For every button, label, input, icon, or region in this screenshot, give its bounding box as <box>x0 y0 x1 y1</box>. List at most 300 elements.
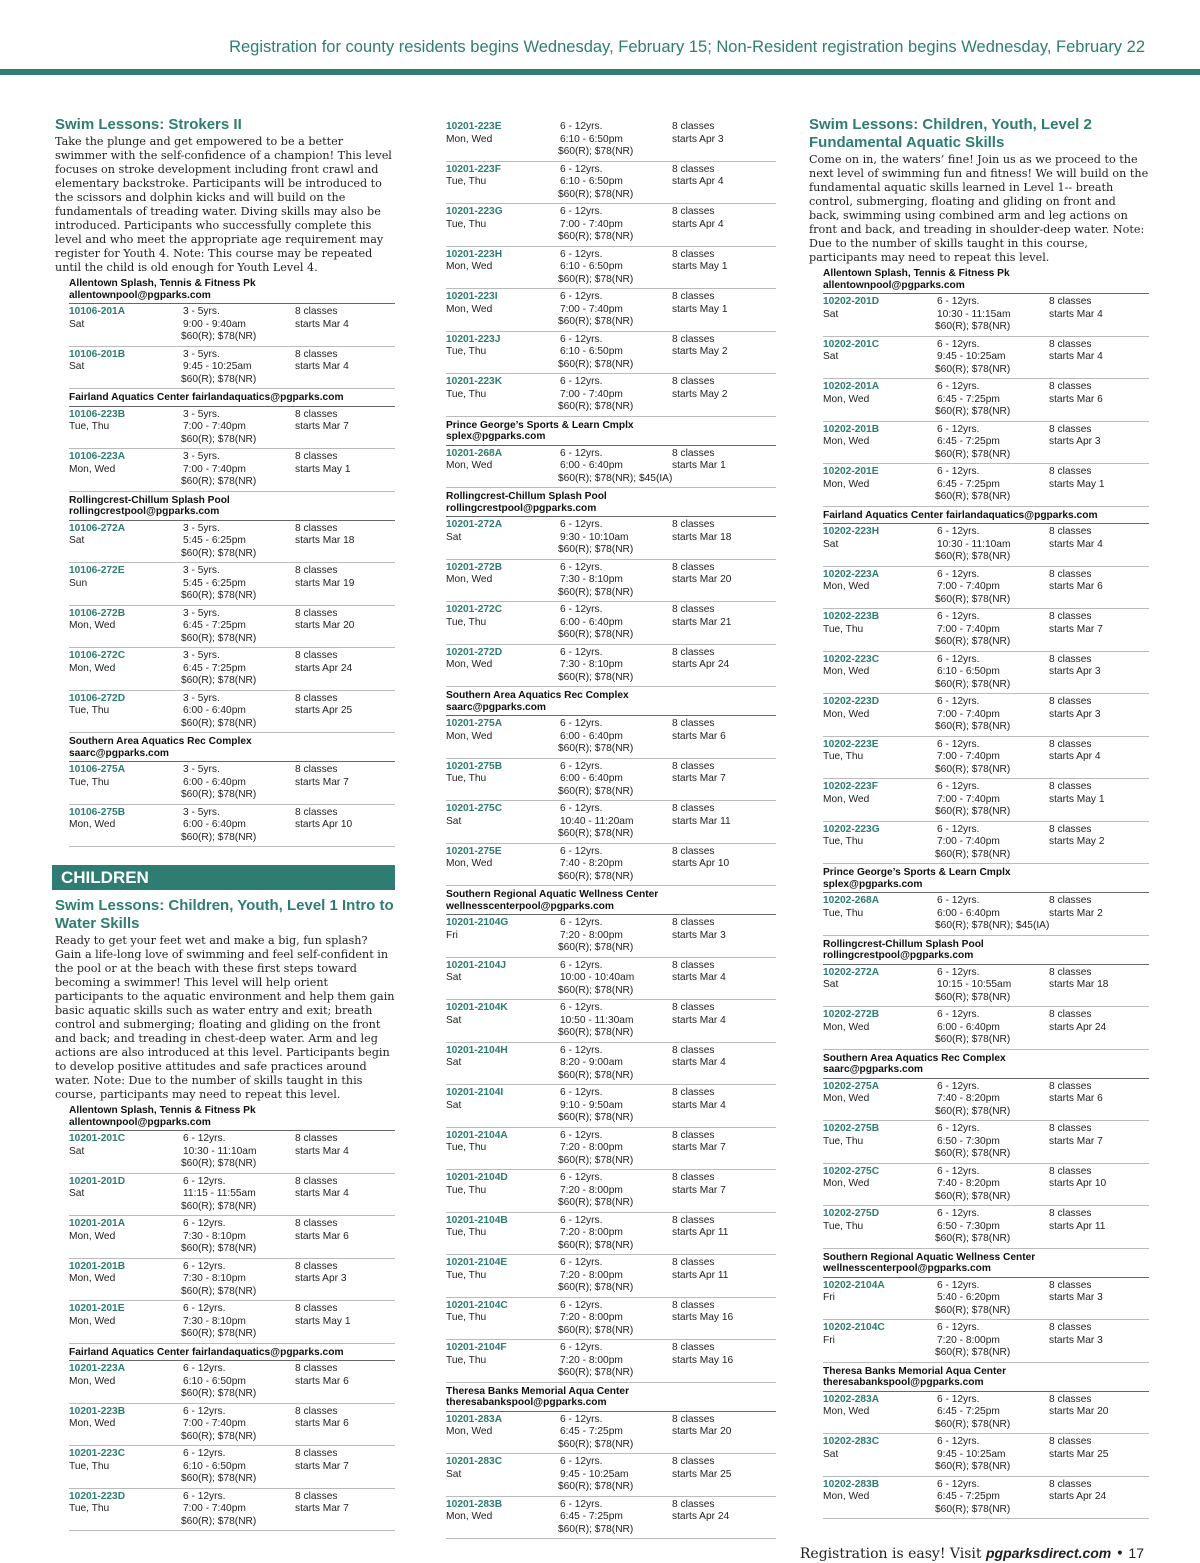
course-code[interactable]: 10202-275B <box>823 1123 880 1134</box>
class-entry[interactable] <box>823 1320 1149 1363</box>
class-entry[interactable] <box>823 1278 1149 1321</box>
class-fee: $60(R); $78(NR) <box>558 1239 634 1251</box>
course-code[interactable]: 10202-223D <box>823 696 880 707</box>
class-entry[interactable] <box>446 1043 776 1086</box>
course-code[interactable]: 10202-223G <box>823 823 880 835</box>
class-fee: $60(R); $78(NR) <box>935 1105 1011 1117</box>
course-code[interactable]: 10202-223E <box>823 738 879 750</box>
class-fee: $60(R); $78(NR) <box>935 321 1011 332</box>
class-days: Mon, Wed <box>823 478 870 490</box>
start-date: starts Mar 7 <box>295 776 349 788</box>
course-code[interactable]: 10201-272D <box>446 646 503 658</box>
course-code[interactable]: 10201-223B <box>69 1405 126 1417</box>
class-fee: $60(R); $78(NR) <box>181 1285 257 1297</box>
class-time: 5:45 - 6:25pm <box>183 577 246 589</box>
age-range: 6 - 12yrs. <box>937 1009 980 1020</box>
location-email[interactable]: wellnesscenterpool@pgparks.com <box>823 1263 991 1274</box>
start-date: starts Mar 6 <box>295 1230 349 1242</box>
class-days: Mon, Wed <box>823 1178 870 1189</box>
class-entry[interactable] <box>446 289 776 332</box>
location-name: Prince George’s Sports & Learn Cmplx <box>823 867 1011 878</box>
course-code[interactable]: 10201-272B <box>446 561 503 573</box>
class-entry[interactable] <box>69 521 395 564</box>
location-block <box>446 889 776 1383</box>
class-entry[interactable] <box>823 1079 1149 1122</box>
class-entry[interactable] <box>446 958 776 1001</box>
start-date: starts Mar 7 <box>295 1460 349 1472</box>
class-days: Tue, Thu <box>446 218 487 230</box>
class-entry[interactable] <box>823 737 1149 780</box>
class-time: 6:00 - 6:40pm <box>560 460 623 471</box>
course-code[interactable]: 10106-223B <box>69 408 126 420</box>
class-time: 7:20 - 8:00pm <box>560 929 623 941</box>
class-entry[interactable] <box>69 1446 395 1489</box>
class-entry[interactable] <box>446 1497 776 1540</box>
class-fee: $60(R); $78(NR) <box>558 828 634 839</box>
class-days: Tue, Thu <box>69 776 110 788</box>
class-time: 7:30 - 8:10pm <box>560 659 623 670</box>
age-range: 3 - 5yrs. <box>183 607 220 619</box>
course-code[interactable]: 10202-223B <box>823 611 880 622</box>
course-code[interactable]: 10201-275B <box>446 760 503 772</box>
class-entry[interactable] <box>69 1361 395 1404</box>
class-entry[interactable] <box>69 1301 395 1344</box>
course-code[interactable]: 10202-275C <box>823 1165 880 1177</box>
course-code[interactable]: 10201-272C <box>446 604 503 615</box>
course-code[interactable]: 10202-223C <box>823 653 880 665</box>
location-block <box>55 278 395 389</box>
class-days: Tue, Thu <box>446 1227 487 1238</box>
age-range: 6 - 12yrs. <box>183 1133 226 1144</box>
class-fee: $60(R); $78(NR) <box>935 1304 1011 1316</box>
location-email[interactable]: saarc@pgparks.com <box>69 747 169 759</box>
class-count: 8 classes <box>1049 423 1092 435</box>
course-code[interactable]: 10201-223G <box>446 206 503 217</box>
location-name: Southern Area Aquatics Rec Complex <box>823 1052 1006 1064</box>
location-block <box>55 736 395 847</box>
class-entry[interactable] <box>446 1170 776 1213</box>
class-list <box>69 304 395 389</box>
start-date: starts May 2 <box>672 346 728 357</box>
class-time: 9:00 - 9:40am <box>183 318 246 330</box>
class-time: 7:30 - 8:10pm <box>183 1230 246 1242</box>
class-time: 6:10 - 6:50pm <box>183 1460 246 1472</box>
class-entry[interactable] <box>69 1404 395 1447</box>
course-code[interactable]: 10202-201C <box>823 338 880 350</box>
section-title: Swim Lessons: Children, Youth, Level 2 Fundamental Aquatic Skills <box>809 116 1092 151</box>
class-entry[interactable] <box>446 204 776 247</box>
course-code[interactable]: 10106-272D <box>69 692 126 704</box>
class-fee: $60(R); $78(NR) <box>558 1523 634 1535</box>
class-time: 10:15 - 10:55am <box>937 979 1012 990</box>
course-code[interactable]: 10201-223I <box>446 291 498 302</box>
class-list <box>823 1392 1149 1520</box>
class-days: Mon, Wed <box>823 708 870 720</box>
class-fee: $60(R); $78(NR) <box>935 991 1011 1003</box>
age-range: 3 - 5yrs. <box>183 764 220 775</box>
class-entry[interactable] <box>446 1454 776 1497</box>
class-entry[interactable] <box>69 648 395 691</box>
course-code[interactable]: 10202-283C <box>823 1436 880 1447</box>
course-code[interactable]: 10106-272C <box>69 650 126 661</box>
class-entry[interactable] <box>446 1340 776 1383</box>
class-entry[interactable] <box>823 379 1149 422</box>
class-fee: $60(R); $78(NR) <box>558 316 634 327</box>
location-email[interactable]: splex@pgparks.com <box>823 878 923 890</box>
class-days: Tue, Thu <box>823 1220 864 1232</box>
footer-site-link[interactable]: pgparksdirect.com <box>985 1545 1112 1561</box>
age-range: 6 - 12yrs. <box>183 1405 226 1417</box>
class-entry[interactable] <box>69 762 395 805</box>
start-date: starts Mar 25 <box>672 1468 732 1480</box>
class-fee: $60(R); $78(NR) <box>181 547 257 559</box>
class-entry[interactable] <box>823 1477 1149 1520</box>
class-entry[interactable] <box>69 347 395 390</box>
course-code[interactable]: 10201-223J <box>446 333 501 345</box>
course-code[interactable]: 10201-2104I <box>446 1087 504 1098</box>
class-entry[interactable] <box>823 337 1149 380</box>
course-code[interactable]: 10202-2104A <box>823 1279 885 1291</box>
course-code[interactable]: 10201-223K <box>446 376 503 387</box>
class-fee: $60(R); $78(NR) <box>181 331 257 342</box>
class-entry[interactable] <box>823 1007 1149 1050</box>
class-count: 8 classes <box>672 248 715 260</box>
class-entry[interactable] <box>823 294 1149 337</box>
location-email[interactable]: allentownpool@pgparks.com <box>69 289 211 301</box>
start-date: starts Apr 11 <box>672 1227 729 1238</box>
course-code[interactable]: 10201-223H <box>446 248 503 260</box>
course-code[interactable]: 10202-272B <box>823 1009 880 1020</box>
class-fee: $60(R); $78(NR) <box>935 1418 1011 1430</box>
class-entry[interactable] <box>69 407 395 450</box>
class-fee: $60(R); $78(NR) <box>935 678 1011 690</box>
course-code[interactable]: 10202-2104C <box>823 1322 885 1333</box>
start-date: starts Mar 7 <box>672 1142 726 1153</box>
class-entry[interactable] <box>446 1128 776 1171</box>
age-range: 3 - 5yrs. <box>183 692 220 704</box>
class-count: 8 classes <box>672 1257 715 1268</box>
class-fee: $60(R); $78(NR) <box>558 1282 634 1293</box>
class-time: 7:20 - 8:00pm <box>560 1269 623 1281</box>
class-fee: $60(R); $78(NR) <box>935 806 1011 817</box>
class-count: 8 classes <box>1049 738 1092 750</box>
course-code[interactable]: 10202-283B <box>823 1478 880 1490</box>
class-count: 8 classes <box>295 1218 338 1229</box>
class-entry[interactable] <box>446 1085 776 1128</box>
age-range: 6 - 12yrs. <box>560 1456 603 1467</box>
course-code[interactable]: 10106-272B <box>69 607 126 619</box>
class-entry[interactable] <box>446 162 776 205</box>
class-entry[interactable] <box>823 609 1149 652</box>
course-code[interactable]: 10201-275C <box>446 803 503 814</box>
location-block <box>809 1252 1149 1363</box>
class-entry[interactable] <box>446 844 776 887</box>
class-fee: $60(R); $78(NR) <box>181 675 257 686</box>
course-code[interactable]: 10201-223D <box>69 1490 126 1502</box>
class-entry[interactable] <box>823 567 1149 610</box>
class-days: Mon, Wed <box>823 1093 870 1104</box>
class-count: 8 classes <box>672 1456 715 1467</box>
class-entry[interactable] <box>823 893 1149 936</box>
age-range: 6 - 12yrs. <box>560 845 603 857</box>
course-code[interactable]: 10201-223A <box>69 1363 126 1374</box>
class-entry[interactable] <box>69 606 395 649</box>
class-time: 9:45 - 10:25am <box>560 1468 629 1480</box>
class-count: 8 classes <box>1049 895 1092 906</box>
class-fee: $60(R); $78(NR) <box>558 401 634 412</box>
class-time: 6:00 - 6:40pm <box>560 773 623 784</box>
course-code[interactable]: 10106-272E <box>69 565 125 576</box>
class-entry[interactable] <box>446 602 776 645</box>
course-code[interactable]: 10201-268A <box>446 447 503 459</box>
age-range: 6 - 12yrs. <box>560 206 603 217</box>
age-range: 6 - 12yrs. <box>937 1279 980 1291</box>
class-entry[interactable] <box>823 1121 1149 1164</box>
class-days: Mon, Wed <box>823 393 870 405</box>
class-fee: $60(R); $78(NR) <box>181 789 257 800</box>
class-count: 8 classes <box>1049 1208 1092 1219</box>
class-count: 8 classes <box>295 1363 338 1374</box>
class-count: 8 classes <box>295 306 338 317</box>
course-code[interactable]: 10106-275A <box>69 764 126 775</box>
course-code[interactable]: 10201-201D <box>69 1175 126 1187</box>
class-count: 8 classes <box>1049 381 1092 392</box>
class-days: Mon, Wed <box>69 662 116 674</box>
location-email[interactable]: rollingcrestpool@pgparks.com <box>823 950 974 961</box>
course-code[interactable]: 10201-283A <box>446 1413 503 1425</box>
class-entry[interactable] <box>823 1164 1149 1207</box>
class-entry[interactable] <box>823 694 1149 737</box>
course-code[interactable]: 10202-223H <box>823 526 880 537</box>
course-code[interactable]: 10201-275A <box>446 718 503 729</box>
age-range: 6 - 12yrs. <box>937 1322 980 1333</box>
location-block <box>809 268 1149 507</box>
course-code[interactable]: 10202-283A <box>823 1393 880 1405</box>
class-days: Tue, Thu <box>446 1312 487 1323</box>
class-time: 7:20 - 8:00pm <box>560 1312 623 1323</box>
class-entry[interactable] <box>446 716 776 759</box>
class-entry[interactable] <box>69 449 395 492</box>
course-code[interactable]: 10201-2104E <box>446 1257 508 1268</box>
class-entry[interactable] <box>446 1255 776 1298</box>
course-code[interactable]: 10106-201B <box>69 348 126 360</box>
class-entry[interactable] <box>823 1206 1149 1249</box>
age-range: 6 - 12yrs. <box>560 1413 603 1425</box>
class-count: 8 classes <box>1049 338 1092 350</box>
class-count: 8 classes <box>1049 568 1092 580</box>
course-code[interactable]: 10201-201E <box>69 1303 125 1314</box>
course-code[interactable]: 10202-201B <box>823 423 880 435</box>
course-code[interactable]: 10201-283B <box>446 1498 503 1510</box>
class-entry[interactable] <box>446 801 776 844</box>
class-days: Sat <box>69 1145 85 1157</box>
location-email[interactable]: saarc@pgparks.com <box>446 701 546 713</box>
class-entry[interactable] <box>69 1131 395 1174</box>
class-fee: $60(R); $78(NR) <box>558 231 634 242</box>
class-days: Sat <box>823 1448 839 1460</box>
class-entry[interactable] <box>69 1259 395 1302</box>
course-code[interactable]: 10201-2104C <box>446 1299 508 1311</box>
location-header <box>823 1366 1149 1392</box>
course-code[interactable]: 10201-223C <box>69 1448 126 1459</box>
class-entry[interactable] <box>823 652 1149 695</box>
course-code[interactable]: 10201-223F <box>446 163 501 175</box>
start-date: starts Mar 6 <box>672 730 726 742</box>
class-count: 8 classes <box>672 376 715 387</box>
class-entry[interactable] <box>446 645 776 688</box>
class-time: 5:45 - 6:25pm <box>183 535 246 546</box>
course-code[interactable]: 10202-268A <box>823 895 880 906</box>
course-code[interactable]: 10201-2104G <box>446 917 509 928</box>
course-code[interactable]: 10202-272A <box>823 966 880 978</box>
class-list <box>446 446 776 489</box>
class-fee: $60(R); $78(NR) <box>558 1367 634 1378</box>
class-count: 8 classes <box>1049 1279 1092 1291</box>
course-code[interactable]: 10201-201A <box>69 1218 126 1229</box>
location-block <box>809 1366 1149 1520</box>
location-email[interactable]: rollingcrestpool@pgparks.com <box>446 502 597 514</box>
class-days: Mon, Wed <box>446 133 493 145</box>
course-code[interactable]: 10201-2104D <box>446 1172 508 1183</box>
class-entry[interactable] <box>446 915 776 958</box>
course-code[interactable]: 10202-201D <box>823 296 880 307</box>
course-code[interactable]: 10201-2104A <box>446 1129 508 1141</box>
course-code[interactable]: 10202-223F <box>823 781 878 792</box>
class-entry[interactable] <box>446 1213 776 1256</box>
location-email[interactable]: theresabankspool@pgparks.com <box>446 1397 607 1408</box>
class-entry[interactable] <box>446 332 776 375</box>
class-entry[interactable] <box>823 422 1149 465</box>
course-code[interactable]: 10202-201A <box>823 381 880 392</box>
class-count: 8 classes <box>672 718 715 729</box>
class-entry[interactable] <box>823 1434 1149 1477</box>
class-count: 8 classes <box>672 646 715 658</box>
course-code[interactable]: 10201-2104K <box>446 1002 508 1013</box>
class-fee: $60(R); $78(NR) <box>558 544 634 555</box>
age-range: 6 - 12yrs. <box>183 1363 226 1374</box>
class-days: Tue, Thu <box>69 421 110 432</box>
class-entry[interactable] <box>69 1489 395 1532</box>
class-entry[interactable] <box>446 560 776 603</box>
class-entry[interactable] <box>69 1174 395 1217</box>
age-range: 6 - 12yrs. <box>560 917 603 928</box>
class-fee: $60(R); $78(NR) <box>181 1430 257 1442</box>
course-code[interactable]: 10201-283C <box>446 1456 503 1467</box>
class-entry[interactable] <box>69 805 395 848</box>
course-code[interactable]: 10201-2104B <box>446 1214 508 1226</box>
class-entry[interactable] <box>823 779 1149 822</box>
class-count: 8 classes <box>672 1129 715 1141</box>
class-entry[interactable] <box>823 464 1149 507</box>
class-count: 8 classes <box>1049 611 1092 622</box>
location-email[interactable]: saarc@pgparks.com <box>823 1064 923 1075</box>
class-entry[interactable] <box>823 524 1149 567</box>
class-entry[interactable] <box>446 119 776 162</box>
class-entry[interactable] <box>823 965 1149 1008</box>
location-email[interactable]: theresabankspool@pgparks.com <box>823 1377 984 1388</box>
class-fee: $60(R); $78(NR) <box>181 1328 257 1339</box>
class-days: Sat <box>446 1014 462 1026</box>
course-code[interactable]: 10106-272A <box>69 522 126 534</box>
class-days: Tue, Thu <box>446 616 487 628</box>
start-date: starts May 1 <box>295 1315 351 1327</box>
class-days: Tue, Thu <box>69 1460 110 1472</box>
course-code[interactable]: 10201-201C <box>69 1133 126 1144</box>
course-code[interactable]: 10201-223E <box>446 121 502 132</box>
course-code[interactable]: 10201-201B <box>69 1260 126 1272</box>
course-code[interactable]: 10202-275A <box>823 1080 880 1092</box>
class-entry[interactable] <box>69 1216 395 1259</box>
course-code[interactable]: 10202-223A <box>823 568 880 580</box>
start-date: starts Mar 6 <box>295 1418 349 1429</box>
location-email[interactable]: allentownpool@pgparks.com <box>69 1116 211 1128</box>
class-entry[interactable] <box>446 374 776 417</box>
class-entry[interactable] <box>69 563 395 606</box>
course-code[interactable]: 10106-275B <box>69 806 126 818</box>
location-email[interactable]: rollingcrestpool@pgparks.com <box>69 506 220 517</box>
class-time: 9:10 - 9:50am <box>560 1099 623 1111</box>
class-entry[interactable] <box>446 1298 776 1341</box>
class-time: 6:10 - 6:50pm <box>183 1375 246 1387</box>
course-code[interactable]: 10202-275D <box>823 1208 880 1219</box>
location-email[interactable]: allentownpool@pgparks.com <box>823 279 965 291</box>
class-time: 6:00 - 6:40pm <box>937 1021 1000 1033</box>
class-count: 8 classes <box>295 1303 338 1314</box>
age-range: 6 - 12yrs. <box>560 959 603 971</box>
class-entry[interactable] <box>446 1000 776 1043</box>
course-code[interactable]: 10201-275E <box>446 845 502 857</box>
class-days: Tue, Thu <box>823 836 864 847</box>
course-code[interactable]: 10201-2104H <box>446 1044 508 1056</box>
class-entry[interactable] <box>823 1392 1149 1435</box>
course-code[interactable]: 10201-272A <box>446 519 503 530</box>
start-date: starts Apr 10 <box>672 858 730 869</box>
course-code[interactable]: 10201-2104F <box>446 1342 507 1353</box>
location-name: Theresa Banks Memorial Aqua Center <box>823 1365 1007 1377</box>
age-range: 6 - 12yrs. <box>937 338 980 350</box>
class-days: Sat <box>446 972 462 983</box>
start-date: starts Mar 7 <box>672 1184 726 1196</box>
class-entry[interactable] <box>446 759 776 802</box>
course-code[interactable]: 10106-201A <box>69 306 126 317</box>
class-entry[interactable] <box>69 691 395 734</box>
location-email[interactable]: wellnesscenterpool@pgparks.com <box>446 900 614 912</box>
start-date: starts Mar 4 <box>295 1188 349 1199</box>
start-date: starts Apr 24 <box>672 659 730 670</box>
location-email[interactable]: splex@pgparks.com <box>446 431 546 442</box>
class-count: 8 classes <box>1049 1322 1092 1333</box>
class-entry[interactable] <box>446 517 776 560</box>
course-code[interactable]: 10202-201E <box>823 466 879 477</box>
class-entry[interactable] <box>823 822 1149 865</box>
start-date: starts Mar 4 <box>1049 351 1103 362</box>
class-entry[interactable] <box>69 304 395 347</box>
course-code[interactable]: 10106-223A <box>69 451 126 462</box>
class-entry[interactable] <box>446 446 776 489</box>
class-days: Sat <box>823 979 839 990</box>
location-name: Southern Regional Aquatic Wellness Center <box>446 889 659 900</box>
class-entry[interactable] <box>446 247 776 290</box>
class-time: 7:00 - 7:40pm <box>937 708 1000 720</box>
class-fee: $60(R); $78(NR) <box>935 848 1011 860</box>
class-days: Sat <box>823 538 839 550</box>
class-entry[interactable] <box>446 1412 776 1455</box>
class-days: Sat <box>446 1099 462 1111</box>
location-header <box>69 1105 395 1131</box>
course-code[interactable]: 10201-2104J <box>446 959 507 971</box>
class-fee: $60(R); $78(NR) <box>181 632 257 644</box>
age-range: 6 - 12yrs. <box>937 653 980 665</box>
